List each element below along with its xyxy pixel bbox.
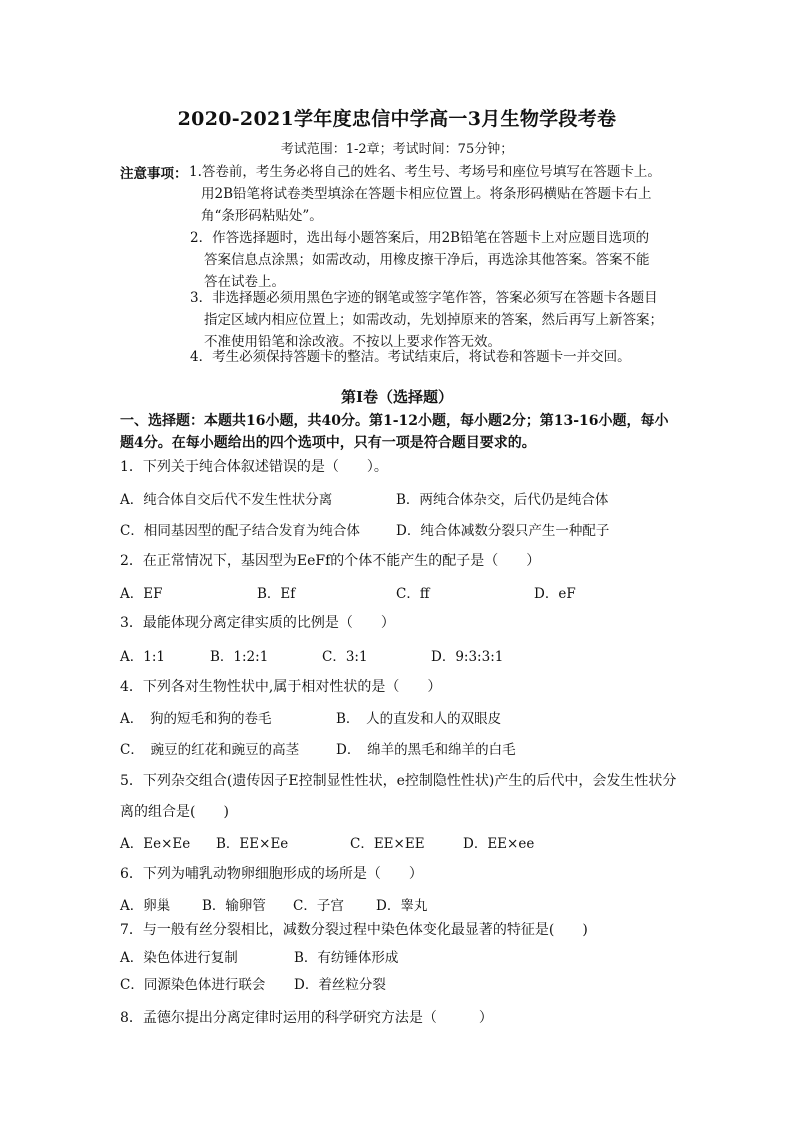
note-line: 1.答卷前，考生务必将自己的姓名、考生号、考场号和座位号填写在答题卡上。	[189, 164, 661, 180]
note-line: 角“条形码粘贴处”。	[201, 208, 323, 224]
note-item-4	[190, 346, 690, 368]
q7-option-a: A．染色体进行复制	[120, 950, 238, 966]
note-item-2	[190, 227, 690, 293]
question-4-stem: 4．下列各对生物性状中,属于相对性状的是（ ）	[120, 679, 442, 695]
q2-option-b: B．Ef	[257, 586, 296, 602]
question-2-stem: 2．在正常情况下，基因型为EeFf的个体不能产生的配子是（ ）	[120, 553, 541, 569]
q6-option-c: C．子宫	[293, 898, 344, 914]
q6-option-b: B．输卵管	[202, 898, 266, 914]
note-line: 4．考生必须保持答题卡的整洁。考试结束后，将试卷和答题卡一并交回。	[190, 349, 631, 365]
section-title: 第I卷（选择题）	[340, 388, 454, 406]
question-1-stem: 1．下列关于纯合体叙述错误的是（ ）。	[120, 459, 388, 475]
q7-option-b: B．有纺锤体形成	[294, 950, 399, 966]
q4-option-d: D． 绵羊的黑毛和绵羊的白毛	[336, 742, 516, 758]
note-line: 3．非选择题必须用黑色字迹的钢笔或签字笔作答，答案必须写在答题卡各题目	[190, 290, 658, 306]
q3-option-a: A．1:1	[120, 649, 165, 665]
q4-option-a: A． 狗的短毛和狗的卷毛	[120, 711, 272, 727]
q1-option-a: A．纯合体自交后代不发生性状分离	[120, 492, 333, 508]
exam-scope: 考试范围：1-2章；考试时间：75分钟；	[280, 142, 514, 157]
exam-title: 2020-2021学年度忠信中学高一3月生物学段考卷	[177, 108, 617, 130]
question-3-stem: 3．最能体现分离定律实质的比例是（ ）	[120, 615, 395, 631]
q6-option-d: D．睾丸	[376, 898, 428, 914]
q7-option-c: C．同源染色体进行联会	[120, 977, 266, 993]
note-line: 用2B铅笔将试卷类型填涂在答题卡相应位置上。将条形码横贴在答题卡右上	[201, 186, 652, 202]
q5-option-b: B．EE×Ee	[216, 836, 289, 852]
question-5-stem: 5．下列杂交组合(遗传因子E控制显性性状，e控制隐性性状)产生的后代中，会发生性状分	[120, 773, 677, 789]
q5-option-a: A．Ee×Ee	[120, 836, 191, 852]
note-item-1	[189, 161, 689, 227]
q1-option-b: B．两纯合体杂交，后代仍是纯合体	[396, 492, 609, 508]
note-line: 答在试卷上。	[204, 274, 285, 290]
note-line: 2．作答选择题时，选出每小题答案后，用2B铅笔在答题卡上对应题目选项的	[190, 230, 650, 246]
note-item-3	[190, 287, 690, 353]
question-7-stem: 7．与一般有丝分裂相比，减数分裂过程中染色体变化最显著的特征是( )	[120, 922, 588, 938]
q4-option-c: C． 豌豆的红花和豌豆的高茎	[120, 742, 300, 758]
q3-option-c: C．3:1	[322, 649, 368, 665]
note-line: 答案信息点涂黑；如需改动，用橡皮擦干净后，再选涂其他答案。答案不能	[204, 252, 650, 268]
q3-option-d: D．9:3:3:1	[431, 649, 504, 665]
note-line: 指定区域内相应位置上；如需改动，先划掉原来的答案，然后再写上新答案；	[204, 312, 663, 328]
question-8-stem: 8．孟德尔提出分离定律时运用的科学研究方法是（ ）	[120, 1010, 493, 1026]
question-5-stem-continued: 离的组合是( )	[120, 804, 229, 820]
q1-option-d: D．纯合体减数分裂只产生一种配子	[396, 523, 610, 539]
q4-option-b: B． 人的直发和人的双眼皮	[336, 711, 502, 727]
q2-option-a: A．EF	[120, 586, 163, 602]
notes-label: 注意事项：	[120, 166, 188, 182]
section-instructions: 一、选择题：本题共16小题，共40分。第1-12小题，每小题2分；第13-16小题，每小题4分。在每小题给出的四个选项中，只有一项是符合题目要求的。	[120, 413, 669, 451]
q5-option-d: D．EE×ee	[463, 836, 535, 852]
q5-option-c: C．EE×EE	[350, 836, 425, 852]
q3-option-b: B．1:2:1	[210, 649, 269, 665]
q2-option-d: D．eF	[534, 586, 576, 602]
note-line: 不准使用铅笔和涂改液。不按以上要求作答无效。	[204, 334, 501, 350]
q7-option-d: D．着丝粒分裂	[294, 977, 386, 993]
q6-option-a: A．卵巢	[120, 898, 171, 914]
q1-option-c: C．相同基因型的配子结合发育为纯合体	[120, 523, 360, 539]
question-6-stem: 6．下列为哺乳动物卵细胞形成的场所是（ ）	[120, 866, 423, 882]
q2-option-c: C．ff	[396, 586, 430, 602]
